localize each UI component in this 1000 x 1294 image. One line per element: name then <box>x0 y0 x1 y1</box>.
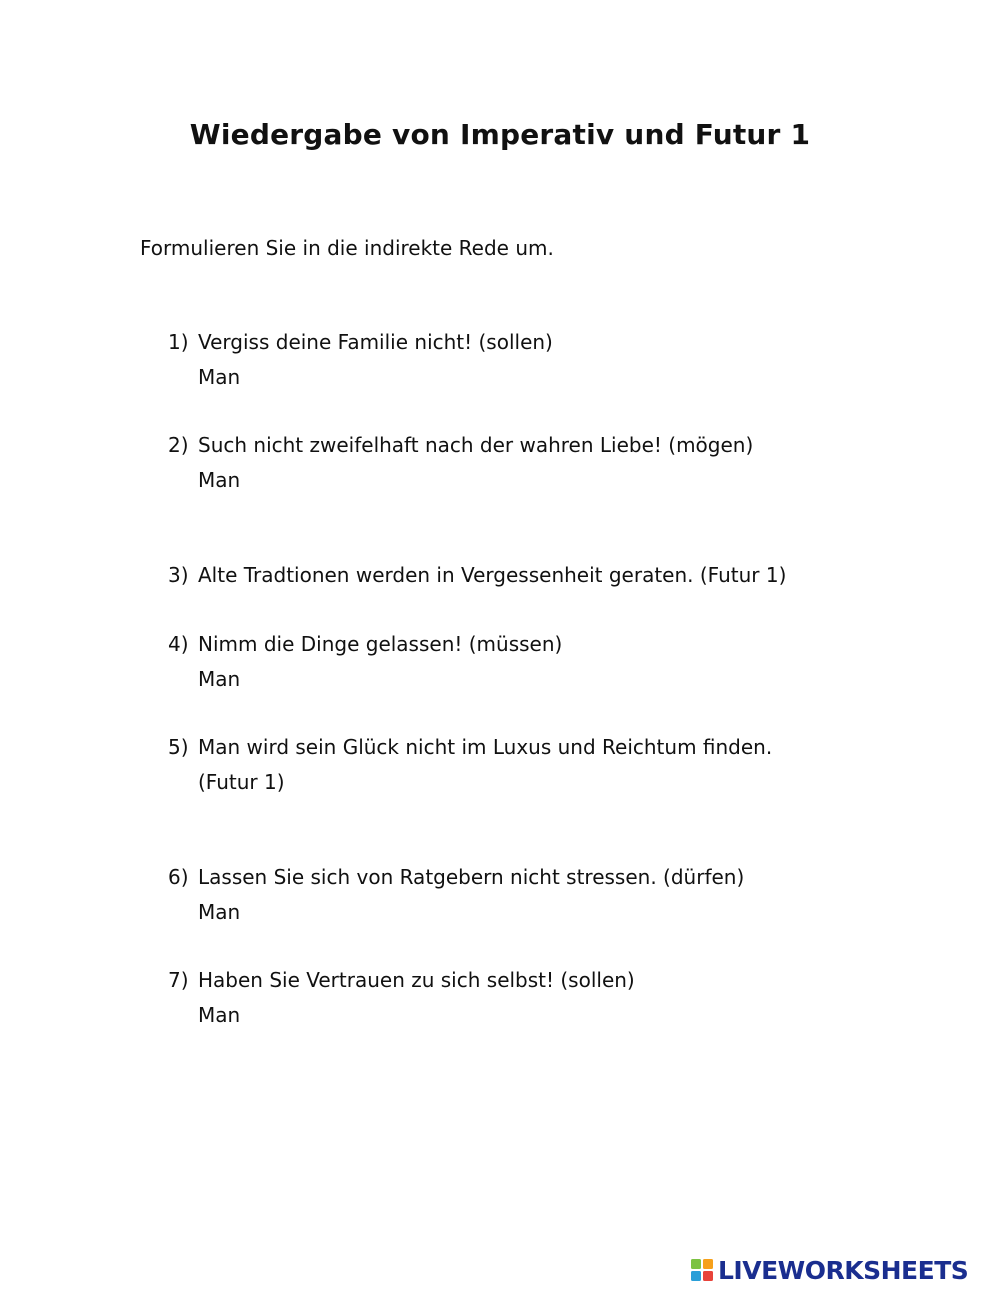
liveworksheets-watermark <box>690 1255 968 1285</box>
answer-prefix: Man <box>198 667 241 691</box>
item-number: 3) <box>168 563 189 587</box>
instruction-text: Formulieren Sie in die indirekte Rede um. <box>140 236 554 260</box>
answer-prefix: Man <box>198 468 241 492</box>
item-text: Vergiss deine Familie nicht! (sollen) <box>198 330 553 354</box>
item-number: 7) <box>168 968 189 992</box>
liveworksheets-logo-icon <box>690 1258 714 1282</box>
exercise-item-3 <box>168 558 888 593</box>
item-text: Nimm die Dinge gelassen! (müssen) <box>198 632 563 656</box>
item-text: Alte Tradtionen werden in Vergessenheit geraten. (Futur 1) <box>198 563 787 587</box>
item-number: 2) <box>168 433 189 457</box>
item-text: Haben Sie Vertrauen zu sich selbst! (sollen) <box>198 968 635 992</box>
answer-prefix: Man <box>198 1003 241 1027</box>
answer-prefix: Man <box>198 900 241 924</box>
answer-prefix: Man <box>198 365 241 389</box>
item-number: 1) <box>168 330 189 354</box>
exercise-item-4 <box>168 627 888 697</box>
exercise-item-1 <box>168 325 888 395</box>
item-number: 5) <box>168 735 189 759</box>
item-text-continuation: (Futur 1) <box>198 770 285 794</box>
item-number: 6) <box>168 865 189 889</box>
watermark-text: LIVEWORKSHEETS <box>718 1255 969 1285</box>
page-title: Wiedergabe von Imperativ und Futur 1 <box>189 118 811 151</box>
item-text: Such nicht zweifelhaft nach der wahren Liebe! (mögen) <box>198 433 754 457</box>
item-text: Lassen Sie sich von Ratgebern nicht stressen. (dürfen) <box>198 865 745 889</box>
item-text: Man wird sein Glück nicht im Luxus und Reichtum finden. <box>198 735 773 759</box>
exercise-item-6 <box>168 860 888 930</box>
item-number: 4) <box>168 632 189 656</box>
exercise-item-2 <box>168 428 888 498</box>
exercise-item-5 <box>168 730 888 800</box>
exercise-item-7 <box>168 963 888 1033</box>
